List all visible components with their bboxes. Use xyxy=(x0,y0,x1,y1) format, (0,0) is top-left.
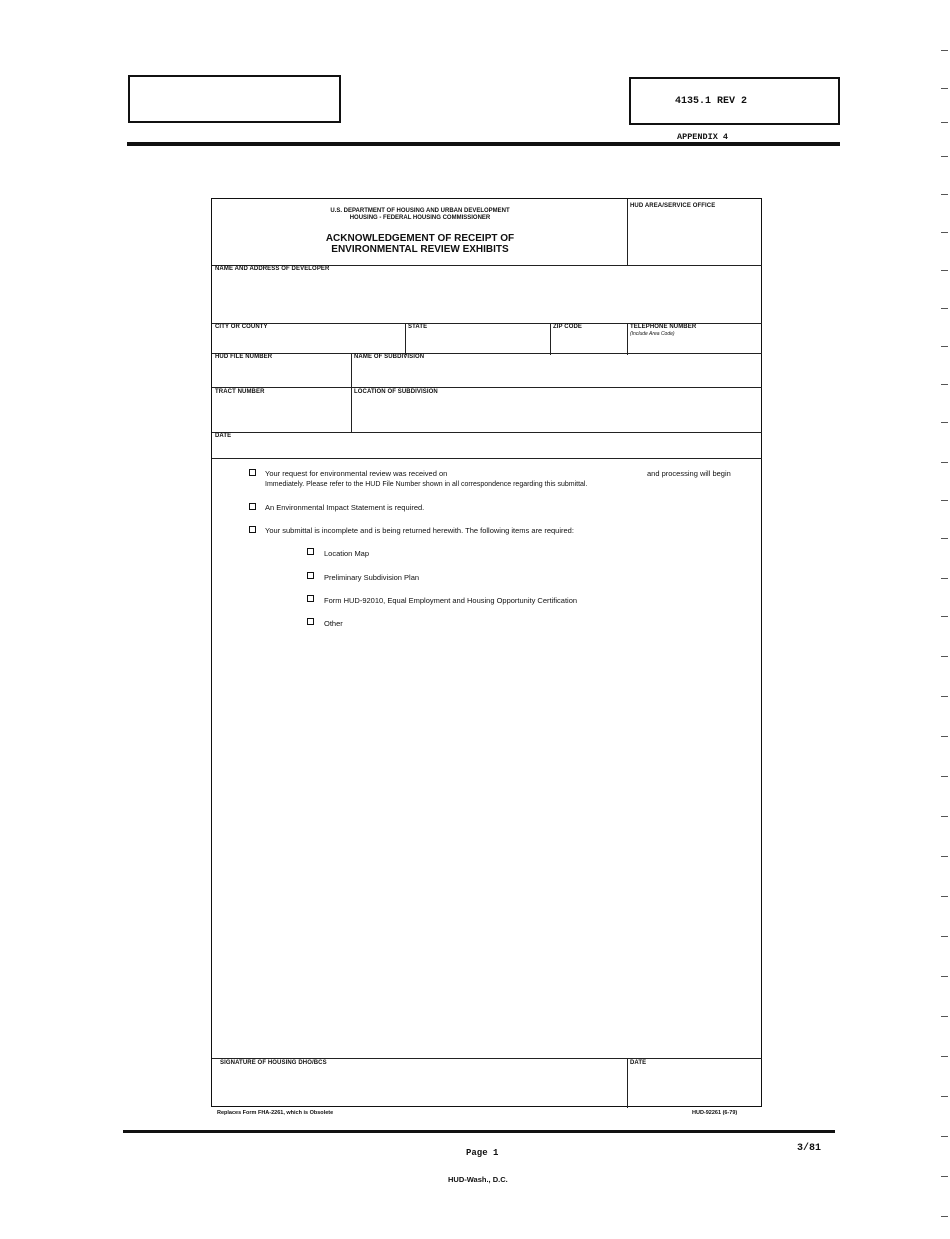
edge-tick xyxy=(941,1136,948,1137)
signature-label[interactable]: SIGNATURE OF HOUSING DHO/BCS xyxy=(220,1060,327,1066)
state-label[interactable]: STATE xyxy=(408,324,428,330)
subdivision-location-label[interactable]: LOCATION OF SUBDIVISION xyxy=(354,389,438,395)
edge-tick xyxy=(941,896,948,897)
city-label[interactable]: CITY OR COUNTY xyxy=(215,324,268,330)
edge-tick xyxy=(941,156,948,157)
edge-tick xyxy=(941,816,948,817)
phone-divider xyxy=(627,323,628,355)
header-rule xyxy=(127,142,840,146)
checkbox-eis[interactable] xyxy=(249,503,256,510)
zip-label[interactable]: ZIP CODE xyxy=(553,324,583,330)
incomplete-text: Your submittal is incomplete and is being returned herewith. The following items are required: xyxy=(265,526,574,535)
row-line-tract xyxy=(212,387,762,388)
received-text-c: Immediately. Please refer to the HUD File Number shown in all correspondence regarding this submittal. xyxy=(265,481,588,488)
date-label[interactable]: DATE xyxy=(215,433,232,439)
edge-tick xyxy=(941,976,948,977)
edge-tick xyxy=(941,270,948,271)
edge-tick xyxy=(941,232,948,233)
revision-number: 4135.1 REV 2 xyxy=(675,96,748,107)
edge-tick xyxy=(941,1056,948,1057)
item-location-map: Location Map xyxy=(324,549,370,558)
edge-tick xyxy=(941,856,948,857)
signature-divider xyxy=(627,1058,628,1108)
form-title-line-2: ENVIRONMENTAL REVIEW EXHIBITS xyxy=(331,244,509,255)
footer-rule xyxy=(123,1130,835,1133)
edge-tick xyxy=(941,346,948,347)
edge-tick xyxy=(941,538,948,539)
zip-divider xyxy=(550,323,551,355)
row-line-date xyxy=(212,432,762,433)
form-number: HUD-92261 (6-79) xyxy=(692,1110,738,1116)
footer-origin: HUD-Wash., D.C. xyxy=(448,1175,508,1184)
row-line-checks xyxy=(212,458,762,459)
edge-tick xyxy=(941,308,948,309)
edge-tick xyxy=(941,50,948,51)
subdivision-name-label[interactable]: NAME OF SUBDIVISION xyxy=(354,354,425,360)
received-text-b: and processing will begin xyxy=(647,469,731,478)
edge-tick xyxy=(941,194,948,195)
checkbox-received[interactable] xyxy=(249,469,256,476)
agency-line-2: HOUSING - FEDERAL HOUSING COMMISSIONER xyxy=(349,215,491,221)
eis-text: An Environmental Impact Statement is required. xyxy=(265,503,425,512)
edge-tick xyxy=(941,936,948,937)
item-other: Other xyxy=(324,619,343,628)
appendix-label: APPENDIX 4 xyxy=(677,132,729,142)
received-text-a: Your request for environmental review was received on xyxy=(265,469,448,478)
edge-tick xyxy=(941,736,948,737)
state-divider xyxy=(405,323,406,355)
edge-tick xyxy=(941,696,948,697)
edge-tick xyxy=(941,122,948,123)
edge-tick xyxy=(941,656,948,657)
revision-box xyxy=(629,77,840,125)
row-line-hud-file xyxy=(212,353,762,354)
developer-label[interactable]: NAME AND ADDRESS OF DEVELOPER xyxy=(215,266,330,272)
row-line-signature xyxy=(212,1058,762,1059)
item-subdivision-plan: Preliminary Subdivision Plan xyxy=(324,573,420,582)
page-number: Page 1 xyxy=(466,1148,499,1158)
telephone-label[interactable]: TELEPHONE NUMBER xyxy=(630,324,697,330)
hud-office-label: HUD AREA/SERVICE OFFICE xyxy=(630,203,716,209)
edge-tick xyxy=(941,578,948,579)
checkbox-other[interactable] xyxy=(307,618,314,625)
checkbox-incomplete[interactable] xyxy=(249,526,256,533)
edge-tick xyxy=(941,1176,948,1177)
form xyxy=(211,198,762,1107)
edge-tick xyxy=(941,1096,948,1097)
edge-tick xyxy=(941,462,948,463)
edge-tick xyxy=(941,1216,948,1217)
telephone-note: (Include Area Code) xyxy=(630,331,675,337)
tract-label[interactable]: TRACT NUMBER xyxy=(215,389,265,395)
checkbox-form-hud-92010[interactable] xyxy=(307,595,314,602)
item-form-hud-92010: Form HUD-92010, Equal Employment and Housing Opportunity Certification xyxy=(324,596,578,605)
checkbox-subdivision-plan[interactable] xyxy=(307,572,314,579)
edge-tick xyxy=(941,616,948,617)
form-title-line-1: ACKNOWLEDGEMENT OF RECEIPT OF xyxy=(325,233,515,244)
edge-tick xyxy=(941,500,948,501)
title-divider xyxy=(627,199,628,265)
signature-date-label[interactable]: DATE xyxy=(630,1060,647,1066)
edge-tick xyxy=(941,384,948,385)
edge-tick xyxy=(941,776,948,777)
edge-tick xyxy=(941,1016,948,1017)
replaces-note: Replaces Form FHA-2261, which is Obsolete xyxy=(217,1110,334,1116)
footer-date: 3/81 xyxy=(797,1143,822,1154)
hud-file-label[interactable]: HUD FILE NUMBER xyxy=(215,354,273,360)
blank-header-box xyxy=(128,75,341,123)
checkbox-location-map[interactable] xyxy=(307,548,314,555)
agency-line-1: U.S. DEPARTMENT OF HOUSING AND URBAN DEVELOPMENT xyxy=(330,208,510,214)
edge-tick xyxy=(941,422,948,423)
subdivision-divider xyxy=(351,353,352,433)
edge-tick xyxy=(941,88,948,89)
